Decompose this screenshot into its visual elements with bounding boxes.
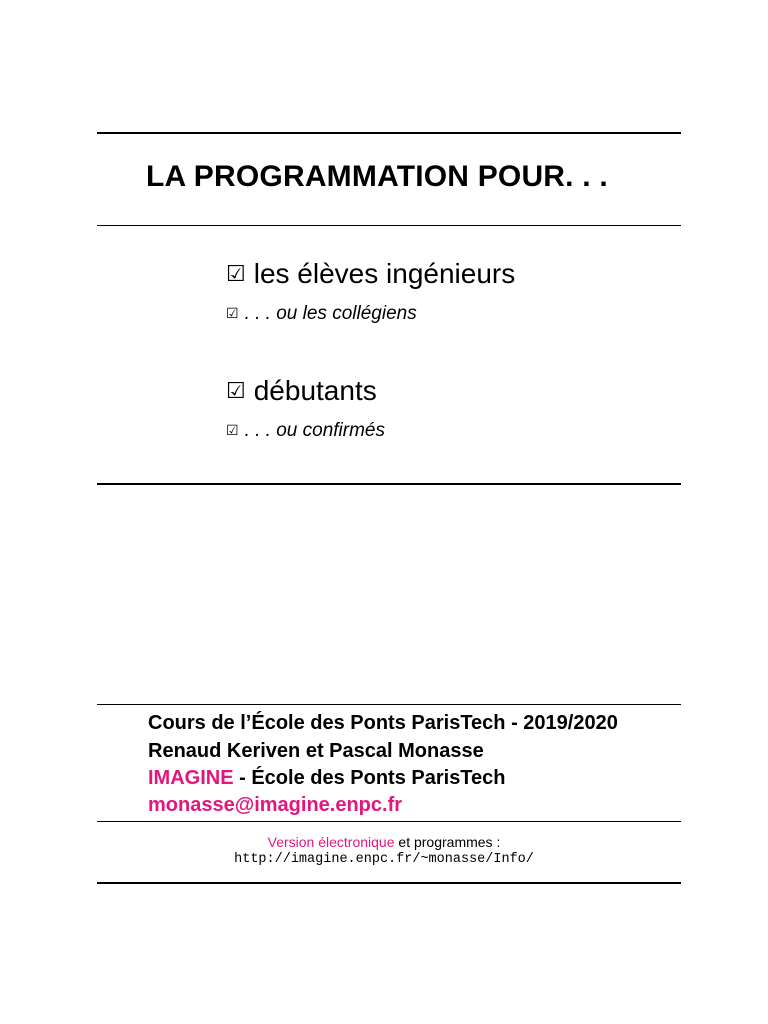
email-link[interactable]: monasse@imagine.enpc.fr bbox=[148, 794, 403, 816]
authors-line: Renaud Keriven et Pascal Monasse bbox=[148, 740, 484, 762]
footer-text bbox=[0, 834, 768, 850]
top-rule bbox=[97, 132, 681, 134]
lab-rest: - École des Ponts ParisTech bbox=[233, 767, 506, 789]
checkbox-icon: ☑ bbox=[226, 423, 239, 439]
course-line: Cours de l’École des Ponts ParisTech - 2019/2020 bbox=[148, 712, 618, 734]
footer-url[interactable]: http://imagine.enpc.fr/~monasse/Info/ bbox=[234, 852, 534, 867]
title-rule bbox=[97, 225, 681, 226]
audience-item-1 bbox=[226, 258, 515, 290]
info-top-rule bbox=[97, 704, 681, 705]
version-link[interactable]: Version électronique bbox=[267, 834, 395, 850]
checkbox-icon: ☑ bbox=[226, 306, 239, 322]
checkbox-icon: ☑ bbox=[226, 379, 246, 404]
audience-subitem-1-label: . . . ou les collégiens bbox=[244, 303, 417, 324]
audience-item-1-label: les élèves ingénieurs bbox=[253, 258, 516, 289]
audience-subitem-2 bbox=[226, 420, 385, 442]
lab-link[interactable]: IMAGINE bbox=[148, 767, 234, 789]
lab-line bbox=[148, 767, 506, 790]
audience-item-2-label: débutants bbox=[253, 375, 377, 406]
audience-item-2 bbox=[226, 375, 377, 407]
page-title: LA PROGRAMMATION POUR. . . bbox=[146, 160, 608, 193]
bottom-rule bbox=[97, 882, 681, 884]
checkbox-icon: ☑ bbox=[226, 262, 246, 287]
footer-rest: et programmes : bbox=[394, 834, 501, 850]
audience-subitem-1 bbox=[226, 303, 417, 325]
section-rule bbox=[97, 483, 681, 485]
info-bottom-rule bbox=[97, 821, 681, 822]
audience-subitem-2-label: . . . ou confirmés bbox=[244, 420, 386, 441]
